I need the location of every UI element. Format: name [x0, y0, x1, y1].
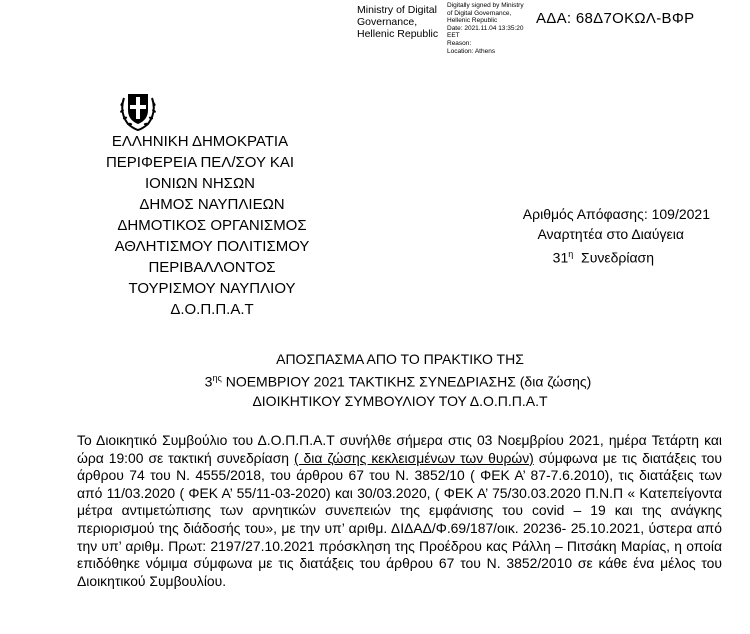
session-line — [420, 244, 710, 268]
body-part-2: σύμφωνα με τις διατάξεις του άρθρου 74 του Ν. 4555/2018, του άρθρου 67 του Ν. 3852/10 ( ΦΕΚ Α’ 87-7.6.2010), τις διατάξεις των από 11/03.2020 ( ΦΕΚ Α’ 55/11-03-2020) και 30/03.2020, ( ΦΕΚ Α’ 75/30.03.2020 Π.Ν.Π « Κατεπείγοντα μέτρα αντιμετώπισης των αρνητικών συνεπειών της εμφάνισης του covid – 19 και της ανάγκης περιορισμού της διάδοσής του», με την υπ’ αριθμ. ΔΙΔΑΔ/Φ.69/187/οικ. 20236- 25.10.2021, ύστερα από την υπ’ αριθμ. Πρωτ: 2197/27.10.2021 πρόσκληση της Προέδρου κας Ράλλη – Πιτσάκη Μαρίας, η οποία επιδόθηκε νόμιμα σύμφωνα με τις διατάξεις του άρθρου 67 του Ν. 3852/2010 σε κάθε ένα μέλος του Διοικητικού Συμβουλίου. — [77, 449, 722, 589]
signature-detail-line: Digitally signed by Ministry — [447, 2, 524, 9]
org-line: ΔΗΜΟΣ ΝΑΥΠΛΙΕΩΝ — [139, 196, 285, 213]
signature-org-line: Hellenic Republic — [357, 28, 439, 40]
session-word: Συνεδρίαση — [581, 249, 654, 266]
signature-organization — [357, 4, 438, 40]
signature-org-line: Governance, — [357, 16, 418, 28]
title-line-1: ΑΠΟΣΠΑΣΜΑ ΑΠΟ ΤΟ ΠΡΑΚΤΙΚΟ ΤΗΣ — [276, 351, 524, 367]
decision-info — [420, 204, 710, 268]
body-paragraph — [77, 432, 722, 590]
org-line: ΠΕΡΙΦΕΡΕΙΑ ΠΕΛ/ΣΟΥ ΚΑΙ — [105, 154, 295, 171]
decision-posted: Αναρτητέα στο Διαύγεια — [537, 226, 684, 242]
signature-details — [447, 2, 524, 55]
session-suffix: η — [568, 249, 574, 259]
document-title — [80, 350, 720, 411]
signature-detail-line: Reason: — [447, 39, 472, 47]
title-line-2-rest: ΝΟΕΜΒΡΙΟΥ 2021 ΤΑΚΤΙΚΗΣ ΣΥΝΕΔΡΙΑΣΗΣ (δια ζώσης) — [221, 373, 592, 390]
org-line: ΙΟΝΙΩΝ ΝΗΣΩΝ — [144, 175, 256, 192]
session-number: 31 — [552, 249, 569, 266]
decision-number: Αριθμός Απόφασης: 109/2021 — [522, 206, 710, 222]
ada-code: ΑΔΑ: 68Δ7ΟΚΩΛ-ΒΦΡ — [536, 10, 695, 27]
body-underlined: ( δια ζώσης κεκλεισμένων των θυρών) — [293, 449, 534, 466]
title-line-2 — [78, 369, 718, 392]
hellenic-coat-of-arms-icon — [116, 88, 160, 132]
signature-detail-line: Date: 2021.11.04 13:35:20 — [447, 24, 524, 32]
org-line: ΕΛΛΗΝΙΚΗ ΔΗΜΟΚΡΑΤΙΑ — [111, 133, 289, 150]
org-line: ΤΟΥΡΙΣΜΟΥ ΝΑΥΠΛΙΟΥ — [128, 280, 296, 297]
title-day-suffix: ης — [212, 373, 222, 383]
org-line: ΔΗΜΟΤΙΚΟΣ ΟΡΓΑΝΙΣΜΟΣ — [117, 217, 307, 234]
title-day: 3 — [204, 373, 213, 390]
organization-header — [40, 131, 360, 320]
title-line-3: ΔΙΟΙΚΗΤΙΚΟΥ ΣΥΜΒΟΥΛΙΟΥ ΤΟΥ Δ.Ο.Π.Π.Α.Τ — [252, 392, 548, 409]
signature-detail-line: of Digital Governance, — [447, 9, 512, 17]
org-line: ΑΘΛΗΤΙΣΜΟΥ ΠΟΛΙΤΙΣΜΟΥ — [114, 238, 310, 255]
body-part-1: Το Διοικητικό Συμβούλιο του Δ.Ο.Π.Π.Α.Τ συνήλθε σήμερα στις 03 Νοεμβρίου 2021, ημέρα Τετάρτη και ώρα 19:00 σε τακτική συνεδρίαση — [77, 432, 722, 466]
signature-detail-line: Hellenic Republic — [447, 17, 498, 25]
signature-org-line: Ministry of Digital — [357, 4, 437, 16]
org-line: ΠΕΡΙΒΑΛΛΟΝΤΟΣ — [148, 259, 276, 276]
signature-detail-line: EET — [447, 32, 460, 40]
org-line: Δ.Ο.Π.Π.Α.Τ — [170, 301, 254, 318]
signature-detail-line: Location: Athens — [447, 47, 496, 55]
